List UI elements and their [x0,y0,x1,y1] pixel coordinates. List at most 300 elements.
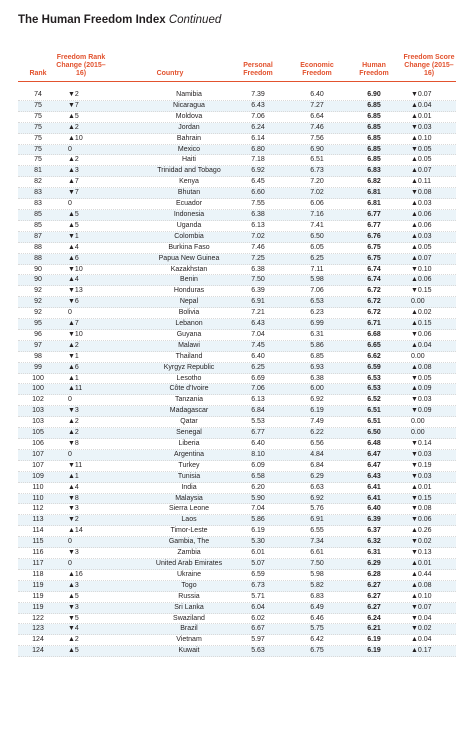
table-row [18,515,456,526]
score-change-cell: ▼0.08 [411,189,432,197]
human-freedom-cell: 6.41 [367,494,381,502]
country-cell: Malaysia [175,494,203,502]
personal-freedom-cell: 6.77 [251,429,265,437]
rank-change-cell: ▼13 [68,287,83,295]
rank-cell: 124 [32,636,44,644]
country-cell: Thailand [175,352,203,360]
country-cell: Guyana [176,330,202,338]
table-row [18,504,456,515]
score-change-cell: ▼0.07 [411,91,432,98]
rank-change-cell: ▲7 [68,178,79,186]
rank-cell: 106 [32,440,44,447]
table-row [18,155,456,166]
human-freedom-cell: 6.85 [367,123,381,131]
human-freedom-cell: 6.81 [367,200,381,208]
rank-change-cell: ▼4 [68,625,79,633]
rank-change-cell: ▲2 [68,636,79,644]
score-change-cell: ▼0.03 [411,123,432,131]
rank-change-cell: 0 [68,450,72,458]
country-cell: Gambia, The [168,538,210,546]
rank-change-cell: ▲2 [68,123,79,131]
country-cell: Tanzania [174,396,204,404]
rank-cell: 85 [34,210,42,218]
country-cell: Madagascar [169,407,209,415]
economic-freedom-cell: 6.05 [310,243,324,251]
human-freedom-cell: 6.51 [367,407,381,415]
rank-change-cell: 0 [68,396,72,404]
rank-change-cell: ▼7 [68,101,79,109]
human-freedom-cell: 6.65 [367,341,381,349]
human-freedom-cell: 6.53 [367,374,381,382]
economic-freedom-cell: 6.06 [310,200,324,208]
rank-change-cell: ▼3 [68,549,79,557]
table-row [18,341,456,352]
personal-freedom-cell: 6.69 [251,374,265,382]
rank-cell: 92 [34,309,42,317]
rank-change-cell: ▼1 [68,352,79,360]
economic-freedom-cell: 6.64 [310,112,324,120]
economic-freedom-cell: 7.49 [310,418,324,426]
human-freedom-cell: 6.28 [367,570,381,578]
score-change-cell: ▼0.03 [411,472,432,480]
rank-cell: 118 [32,570,44,578]
personal-freedom-cell: 7.45 [251,341,265,349]
score-change-cell: ▼0.02 [411,625,432,633]
rank-change-cell: ▼1 [68,232,79,240]
rank-change-cell: 0 [68,559,72,567]
rank-cell: 92 [34,287,42,295]
score-change-cell: ▼0.07 [411,603,432,611]
rank-cell: 81 [34,167,42,175]
table-row [18,406,456,417]
economic-freedom-cell: 6.50 [310,232,324,240]
personal-freedom-cell: 6.58 [251,472,265,480]
human-freedom-cell: 6.72 [367,309,381,317]
score-change-cell: ▲0.01 [411,559,432,567]
country-cell: Brazil [180,625,198,633]
personal-freedom-cell: 6.40 [251,440,265,447]
country-cell: Kenya [179,178,199,186]
human-freedom-cell: 6.77 [367,221,381,229]
score-change-cell: ▼0.04 [411,614,432,622]
economic-freedom-cell: 6.22 [310,429,324,437]
table-row [18,592,456,603]
personal-freedom-cell: 7.02 [251,232,265,240]
economic-freedom-cell: 6.38 [310,374,324,382]
table-row [18,614,456,625]
personal-freedom-cell: 6.09 [251,461,265,469]
country-cell: Vietnam [176,636,202,644]
rank-cell: 88 [34,254,42,262]
human-freedom-cell: 6.81 [367,189,381,197]
country-cell: Togo [181,581,197,589]
table-row [18,603,456,614]
rank-change-cell: ▼3 [68,603,79,611]
economic-freedom-cell: 5.76 [310,505,324,513]
table-row [18,210,456,221]
economic-freedom-cell: 5.98 [310,276,324,284]
personal-freedom-cell: 5.53 [251,418,265,426]
table-row [18,221,456,232]
rank-change-cell: ▼2 [68,91,79,98]
rank-cell: 113 [32,516,44,524]
header-rule [18,81,456,82]
human-freedom-cell: 6.59 [367,363,381,371]
economic-freedom-cell: 7.11 [310,265,324,273]
score-change-cell: ▲0.05 [411,156,432,164]
personal-freedom-cell: 6.45 [251,178,265,186]
rank-change-cell: ▲5 [68,592,79,600]
economic-freedom-cell: 7.50 [310,559,324,567]
economic-freedom-cell: 6.61 [310,549,324,557]
rank-change-cell: 0 [68,538,72,546]
country-cell: Russia [178,592,200,600]
table-row [18,330,456,341]
personal-freedom-cell: 6.92 [251,167,265,175]
personal-freedom-cell: 6.13 [251,396,265,404]
rank-cell: 96 [34,330,42,338]
score-change-cell: ▲0.04 [411,341,432,349]
country-cell: Swaziland [173,614,205,622]
rank-cell: 90 [34,276,42,284]
table-row [18,439,456,450]
table-row [18,297,456,308]
rank-change-cell: ▲3 [68,167,79,175]
country-cell: Honduras [173,287,205,295]
table-row [18,188,456,199]
score-change-cell: ▲0.04 [411,636,432,644]
score-change-cell: ▲0.05 [411,243,432,251]
country-cell: Zambia [177,549,201,557]
economic-freedom-cell: 6.46 [310,614,324,622]
human-freedom-cell: 6.32 [367,538,381,546]
economic-freedom-cell: 6.93 [310,363,324,371]
rank-cell: 88 [34,243,42,251]
economic-freedom-cell: 6.90 [310,145,324,153]
table-row [18,232,456,243]
economic-freedom-cell: 5.75 [310,625,324,633]
score-change-cell: ▲0.09 [411,385,432,393]
rank-change-cell: ▲11 [68,385,83,393]
table-row [18,537,456,548]
freedom-table [18,90,456,657]
table-row [18,526,456,537]
human-freedom-cell: 6.47 [367,450,381,458]
rank-cell: 102 [32,396,44,404]
rank-cell: 110 [32,494,44,502]
score-change-cell: ▼0.05 [411,374,432,382]
rank-change-cell: ▲5 [68,221,79,229]
score-change-cell: ▲0.06 [411,221,432,229]
economic-freedom-cell: 6.31 [310,330,324,338]
score-change-cell: ▲0.04 [411,101,432,109]
human-freedom-cell: 6.83 [367,167,381,175]
human-freedom-cell: 6.62 [367,352,381,360]
table-row [18,101,456,112]
table-row [18,308,456,319]
table-row [18,395,456,406]
rank-cell: 74 [34,91,42,98]
table-row [18,483,456,494]
rank-cell: 99 [34,363,42,371]
rank-change-cell: 0 [68,145,72,153]
human-freedom-cell: 6.29 [367,559,381,567]
country-cell: Sierra Leone [168,505,210,513]
personal-freedom-cell: 6.14 [251,134,265,142]
header-score-change: Freedom Score Change (2015–16) [403,54,455,77]
country-cell: Nepal [179,298,199,306]
human-freedom-cell: 6.90 [367,91,381,98]
rank-change-cell: ▼3 [68,407,79,415]
rank-cell: 92 [34,298,42,306]
rank-cell: 110 [32,483,44,491]
rank-cell: 100 [32,385,44,393]
country-cell: Malawi [178,341,200,349]
country-cell: Tunisia [177,472,201,480]
economic-freedom-cell: 7.06 [310,287,324,295]
score-change-cell: ▼0.15 [411,494,432,502]
score-change-cell: ▼0.05 [411,145,432,153]
rank-change-cell: ▲2 [68,156,79,164]
country-cell: Kazakhstan [170,265,208,273]
human-freedom-cell: 6.27 [367,592,381,600]
personal-freedom-cell: 7.18 [251,156,265,164]
human-freedom-cell: 6.37 [367,527,381,535]
country-cell: United Arab Emirates [155,559,223,567]
personal-freedom-cell: 6.59 [251,570,265,578]
personal-freedom-cell: 6.25 [251,363,265,371]
human-freedom-cell: 6.19 [367,636,381,644]
personal-freedom-cell: 6.39 [251,287,265,295]
personal-freedom-cell: 6.24 [251,123,265,131]
table-row [18,90,456,101]
table-row [18,319,456,330]
personal-freedom-cell: 6.04 [251,603,265,611]
table-row [18,286,456,297]
score-change-cell: ▼0.15 [411,287,432,295]
table-row [18,570,456,581]
table-row [18,635,456,646]
score-change-cell: ▲0.10 [411,592,432,600]
economic-freedom-cell: 6.92 [310,396,324,404]
rank-cell: 123 [32,625,44,633]
human-freedom-cell: 6.74 [367,265,381,273]
human-freedom-cell: 6.77 [367,210,381,218]
country-cell: Ukraine [176,570,202,578]
rank-cell: 97 [34,341,42,349]
rank-change-cell: ▲4 [68,483,79,491]
economic-freedom-cell: 4.84 [310,450,324,458]
rank-change-cell: ▼10 [68,265,83,273]
country-cell: India [181,483,197,491]
table-row [18,624,456,635]
score-change-cell: ▲0.10 [411,134,432,142]
score-change-cell: ▲0.01 [411,112,432,120]
rank-cell: 119 [32,592,44,600]
personal-freedom-cell: 5.90 [251,494,265,502]
score-change-cell: 0.00 [411,298,425,306]
score-change-cell: ▲0.44 [411,570,432,578]
rank-cell: 87 [34,232,42,240]
country-cell: Lebanon [175,320,203,328]
economic-freedom-cell: 6.19 [310,407,324,415]
table-row [18,265,456,276]
country-cell: Sri Lanka [174,603,204,611]
rank-cell: 75 [34,156,42,164]
economic-freedom-cell: 6.84 [310,461,324,469]
human-freedom-cell: 6.85 [367,101,381,109]
personal-freedom-cell: 8.10 [251,450,265,458]
economic-freedom-cell: 6.55 [310,527,324,535]
personal-freedom-cell: 6.40 [251,352,265,360]
header-rank-change: Freedom Rank Change (2015–16) [56,54,106,77]
economic-freedom-cell: 6.91 [310,516,324,524]
rank-cell: 83 [34,189,42,197]
personal-freedom-cell: 7.21 [251,309,265,317]
rank-change-cell: ▲1 [68,374,79,382]
economic-freedom-cell: 5.82 [310,581,324,589]
human-freedom-cell: 6.27 [367,581,381,589]
personal-freedom-cell: 6.80 [251,145,265,153]
economic-freedom-cell: 6.53 [310,298,324,306]
human-freedom-cell: 6.51 [367,418,381,426]
header-rank: Rank [29,70,47,77]
human-freedom-cell: 6.31 [367,549,381,557]
economic-freedom-cell: 6.42 [310,636,324,644]
rank-change-cell: ▲4 [68,243,79,251]
rank-cell: 107 [32,450,44,458]
score-change-cell: ▼0.06 [411,516,432,524]
table-row [18,166,456,177]
rank-change-cell: ▲5 [68,210,79,218]
rank-change-cell: ▼8 [68,494,79,502]
country-cell: Burkina Faso [168,243,210,251]
economic-freedom-cell: 6.63 [310,483,324,491]
personal-freedom-cell: 6.13 [251,221,265,229]
human-freedom-cell: 6.41 [367,483,381,491]
score-change-cell: ▼0.10 [411,265,432,273]
score-change-cell: ▼0.02 [411,538,432,546]
score-change-cell: 0.00 [411,352,425,360]
country-cell: Nicaragua [173,101,205,109]
human-freedom-cell: 6.68 [367,330,381,338]
rank-cell: 75 [34,101,42,109]
personal-freedom-cell: 6.67 [251,625,265,633]
human-freedom-cell: 6.85 [367,112,381,120]
personal-freedom-cell: 5.97 [251,636,265,644]
table-row [18,199,456,210]
rank-cell: 75 [34,123,42,131]
rank-cell: 107 [32,461,44,469]
table-row [18,374,456,385]
human-freedom-cell: 6.39 [367,516,381,524]
rank-change-cell: 0 [68,309,72,317]
score-change-cell: ▲0.08 [411,363,432,371]
score-change-cell: ▼0.14 [411,440,432,447]
rank-change-cell: ▼8 [68,440,79,447]
rank-cell: 103 [32,407,44,415]
human-freedom-cell: 6.72 [367,287,381,295]
score-change-cell: ▼0.03 [411,396,432,404]
rank-cell: 98 [34,352,42,360]
score-change-cell: ▼0.08 [411,505,432,513]
header-economic-freedom: Economic Freedom [300,62,334,77]
human-freedom-cell: 6.43 [367,472,381,480]
rank-change-cell: ▼7 [68,189,79,197]
score-change-cell: ▲0.15 [411,320,432,328]
personal-freedom-cell: 6.01 [251,549,265,557]
country-cell: Moldova [175,112,203,120]
score-change-cell: ▲0.26 [411,527,432,535]
economic-freedom-cell: 6.56 [310,440,324,447]
rank-cell: 112 [32,505,44,513]
rank-change-cell: ▼6 [68,298,79,306]
personal-freedom-cell: 7.46 [251,243,265,251]
personal-freedom-cell: 6.02 [251,614,265,622]
rank-cell: 90 [34,265,42,273]
personal-freedom-cell: 5.86 [251,516,265,524]
human-freedom-cell: 6.47 [367,461,381,469]
country-cell: Indonesia [173,210,205,218]
country-cell: Timor-Leste [170,527,208,535]
human-freedom-cell: 6.21 [367,625,381,633]
personal-freedom-cell: 5.07 [251,559,265,567]
country-cell: Côte d'Ivoire [169,385,209,393]
country-cell: Mexico [177,145,201,153]
table-row [18,112,456,123]
table-row [18,461,456,472]
country-cell: Bolivia [178,309,200,317]
human-freedom-cell: 6.82 [367,178,381,186]
human-freedom-cell: 6.50 [367,429,381,437]
country-cell: Lesotho [176,374,202,382]
score-change-cell: 0.00 [411,429,425,437]
human-freedom-cell: 6.72 [367,298,381,306]
score-change-cell: ▼0.06 [411,330,432,338]
rank-change-cell: ▲1 [68,472,79,480]
rank-cell: 122 [32,614,44,622]
rank-cell: 109 [32,472,44,480]
header-human-freedom: Human Freedom [359,62,389,77]
country-cell: Senegal [176,429,202,437]
human-freedom-cell: 6.74 [367,276,381,284]
personal-freedom-cell: 7.04 [251,505,265,513]
table-row [18,275,456,286]
human-freedom-cell: 6.76 [367,232,381,240]
personal-freedom-cell: 7.39 [251,91,265,98]
personal-freedom-cell: 7.25 [251,254,265,262]
personal-freedom-cell: 5.71 [251,592,265,600]
table-row [18,472,456,483]
human-freedom-cell: 6.85 [367,145,381,153]
country-cell: Trinidad and Tobago [157,167,221,175]
table-row [18,243,456,254]
economic-freedom-cell: 6.73 [310,167,324,175]
human-freedom-cell: 6.53 [367,385,381,393]
human-freedom-cell: 6.75 [367,254,381,262]
rank-cell: 100 [32,374,44,382]
rank-change-cell: ▲2 [68,418,79,426]
rank-cell: 83 [34,200,42,208]
country-cell: Qatar [180,418,198,426]
table-row [18,428,456,439]
rank-change-cell: ▲2 [68,341,79,349]
country-cell: Liberia [178,440,200,447]
personal-freedom-cell: 6.38 [251,265,265,273]
economic-freedom-cell: 5.86 [310,341,324,349]
score-change-cell: ▲0.06 [411,276,432,284]
country-cell: Argentina [174,450,204,458]
